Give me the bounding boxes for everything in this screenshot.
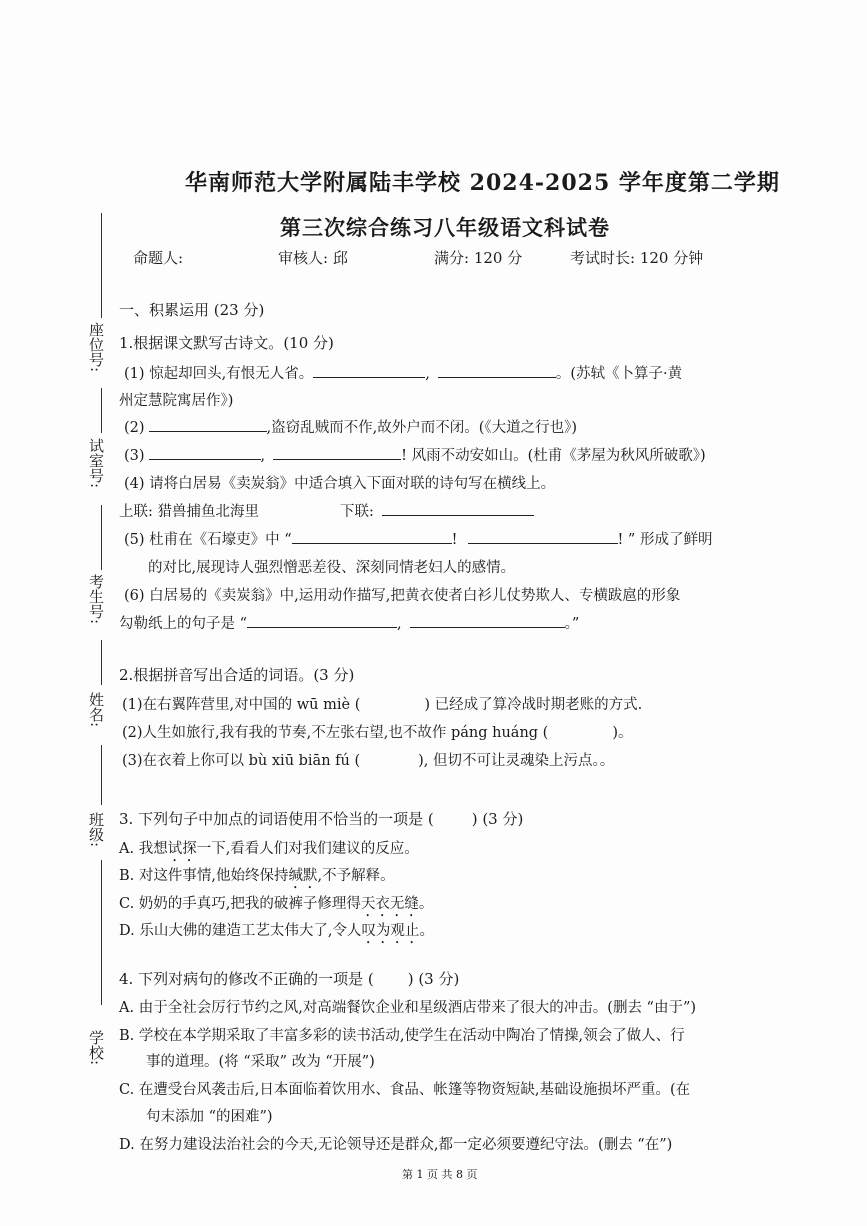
dotted-word: 缄默 [288,868,318,884]
q1-line-5-cont: 的对比,展现诗人强烈憎恶差役、深刻同情老妇人的感情。 [148,560,516,576]
q3-option-d[interactable] [119,919,434,947]
q4-option-a[interactable]: A. 由于全社会厉行节约之风,对高端餐饮企业和星级酒店带来了很大的冲击。(删去 “由于”) [119,1000,697,1016]
binding-line-2 [101,388,102,433]
author-field: 命题人: [133,249,184,267]
q1-3-text: ! 风雨不动安如山。(杜甫《茅屋为秋风所破歌》) [401,448,706,464]
q3-option-c[interactable] [119,892,433,920]
answer-blank[interactable] [149,417,267,432]
answer-blank[interactable] [149,445,261,460]
q3-option-b[interactable] [119,864,395,892]
option-text: B. 对这件事情,他始终保持 [119,868,289,884]
school-label: 学校: [87,1030,105,1066]
q4-option-c-cont: 句末添加 “的困难”) [146,1109,273,1125]
q1-heading: 1.根据课文默写古诗文。(10 分) [119,334,334,352]
q1-2-text: ,盗窃乱贼而不作,故外户而不闭。(《大道之行也》) [266,420,578,436]
option-text: D. 乐山大佛的建造工艺太伟大了,令人 [119,923,362,939]
q1-line-4: (4) 请将白居易《卖炭翁》中适合填入下面对联的诗句写在横线上。 [124,476,556,492]
q1-6-text: 勾勒纸上的句子是 “ [119,616,248,632]
answer-blank[interactable] [247,613,397,628]
binding-line-5 [101,745,102,805]
section-heading: 一、积累运用 (23 分) [119,301,265,319]
option-text: 。 [419,923,434,939]
q1-line-3: (3) , ! 风雨不动安如山。(杜甫《茅屋为秋风所破歌》) [124,444,706,465]
answer-blank[interactable] [382,501,534,516]
q1-2-num: (2) [124,420,145,436]
q3-heading [119,808,523,829]
option-text: 。 [418,896,434,912]
option-text: ,不予解释。 [317,868,395,884]
reviewer-field: 审核人: 邱 [278,249,348,267]
q1-line-2 [124,416,577,437]
couplet-up: 上联: 猎兽捕鱼北海里 [119,504,259,520]
answer-blank[interactable] [273,445,401,460]
q2-2-tail: )。 [612,725,633,741]
q1-1-text: (1) 惊起却回头,有恨无人省。 [124,366,314,382]
q4-option-c[interactable]: C. 在遭受台风袭击后,日本面临着饮用水、食品、帐篷等物资短缺,基础设施损坏严重。(在 [119,1082,691,1098]
q3-heading-tail: ) (3 分) [471,810,524,828]
name-label: 姓名: [87,692,105,728]
binding-line-4 [101,640,102,685]
option-text: A. 我想 [119,841,168,857]
q2-1-text: (1)在右翼阵营里,对中国的 wū miè ( [122,697,361,713]
q3-heading-text: 3. 下列句子中加点的词语使用不恰当的一项是 ( [119,810,434,828]
q1-line-6-cont: 勾勒纸上的句子是 “ , 。” [119,612,579,633]
q4-option-b-cont: 事的道理。(将 “采取” 改为 “开展”) [146,1054,375,1070]
exam-no-label: 考生号: [87,574,105,625]
couplet-down-label: 下联: [340,504,374,520]
q4-heading-tail: ) (3 分) [407,970,460,988]
page-number: 第 1 页 共 8 页 [402,1168,478,1181]
binding-line-6 [101,860,102,1005]
dotted-word: 试探 [167,841,197,857]
page-subtitle: 第三次综合练习八年级语文科试卷 [280,215,610,240]
q1-line-1: (1) 惊起却回头,有恨无人省。 , 。(苏轼《卜算子·黄 [124,362,682,383]
q4-option-d[interactable]: D. 在努力建设法治社会的今天,无论领导还是群众,都一定必须要遵纪守法。(删去 “在”) [119,1137,673,1153]
option-text: 一下,看看人们对我们建议的反应。 [196,841,419,857]
answer-blank[interactable] [438,363,556,378]
answer-blank[interactable] [410,613,565,628]
q1-5-tail: ! ” 形成了鲜明 [617,532,713,548]
q1-6-tail: 。” [564,616,580,632]
score-field: 满分: 120 分 [434,249,523,267]
q2-heading: 2.根据拼音写出合适的词语。(3 分) [119,666,355,684]
q1-line-1-cont: 州定慧院寓居作》) [119,393,234,409]
answer-blank[interactable] [292,529,452,544]
q4-heading-text: 4. 下列对病句的修改不正确的一项是 ( [119,970,374,988]
q3-option-a[interactable] [119,837,419,865]
q2-line-1 [122,693,642,714]
seat-label: 座位号: [87,322,105,373]
dotted-word: 天衣无缝 [360,896,419,912]
option-text: C. 奶奶的手真巧,把我的破裤子修理得 [119,896,361,912]
q1-3-num: (3) [124,448,145,464]
q2-2-text: (2)人生如旅行,我有我的节奏,不左张右望,也不故作 páng huáng ( [122,725,549,741]
q1-line-6: (6) 白居易的《卖炭翁》中,运用动作描写,把黄衣使者白衫儿仗势欺人、专横跋扈的形象 [124,588,681,604]
q2-line-3 [122,749,614,770]
dotted-word: 叹为观止 [361,923,420,939]
q2-3-tail: ), 但切不可让灵魂染上污点。。 [418,753,615,769]
answer-blank[interactable] [313,363,425,378]
q4-heading [119,968,459,989]
q1-5-sep: ! [451,532,458,548]
binding-line-1 [101,213,102,318]
couplet-down [340,500,534,521]
class-label: 班级: [87,812,105,848]
answer-blank[interactable] [468,529,618,544]
time-field: 考试时长: 120 分钟 [570,249,704,267]
q2-1-tail: ) 已经成了算冷战时期老账的方式. [424,697,643,713]
q4-option-b[interactable]: B. 学校在本学期采取了丰富多彩的读书活动,使学生在活动中陶冶了情操,领会了做人、行 [119,1028,685,1044]
page-title: 华南师范大学附属陆丰学校 2024-2025 学年度第二学期 [185,170,780,196]
q2-3-text: (3)在衣着上你可以 bù xiū biān fú ( [122,753,361,769]
room-label: 试室号: [87,438,105,489]
q1-1-source: 。(苏轼《卜算子·黄 [555,366,683,382]
q2-line-2 [122,721,633,742]
q1-line-5 [124,528,712,549]
q1-5-text: (5) 杜甫在《石壕吏》中 “ [124,532,292,548]
binding-line-3 [101,505,102,570]
